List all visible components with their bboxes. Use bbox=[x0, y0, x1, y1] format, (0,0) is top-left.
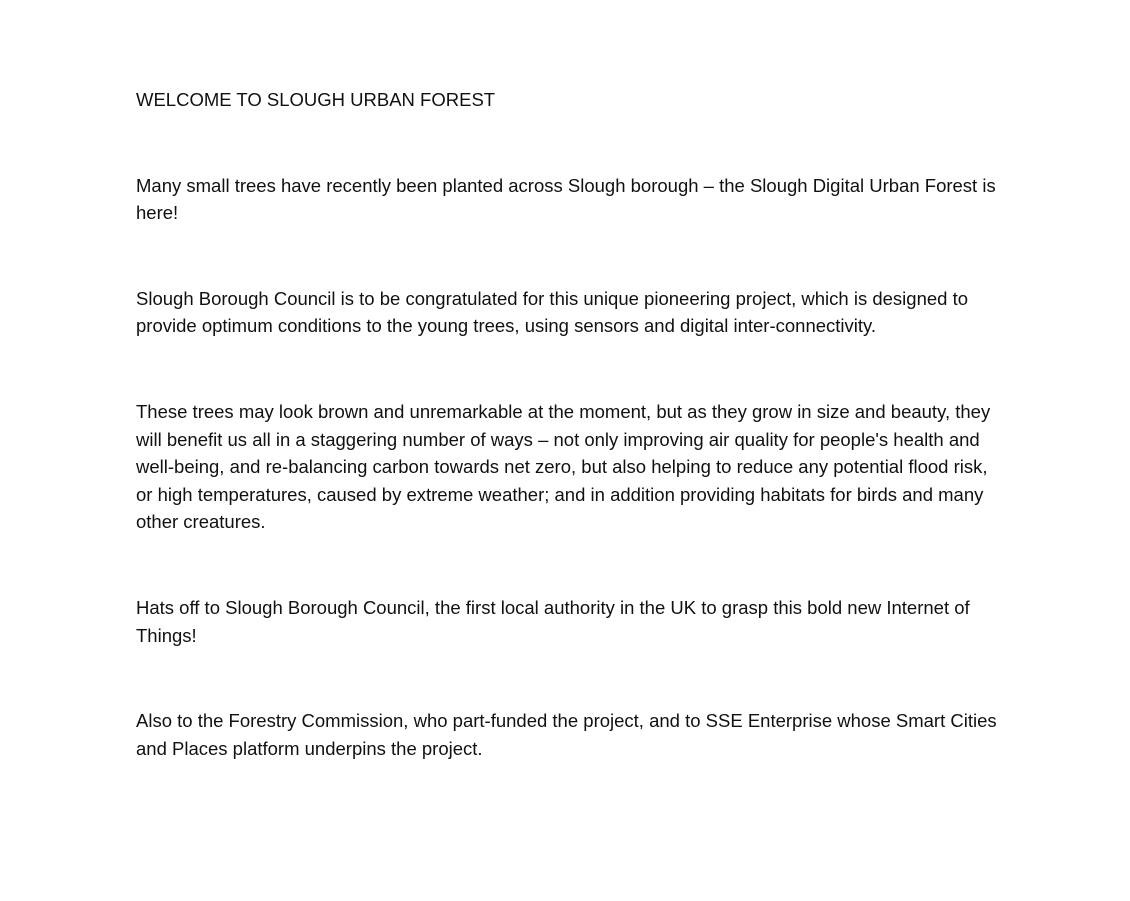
paragraph-intro: Many small trees have recently been planted across Slough borough – the Slough Digital Urban Forest is here! bbox=[136, 174, 996, 224]
document-title: WELCOME TO SLOUGH URBAN FOREST bbox=[136, 89, 496, 110]
paragraph-hats-off: Hats off to Slough Borough Council, the first local authority in the UK to grasp this bold new Internet of Things! bbox=[136, 596, 970, 646]
paragraph-benefits: These trees may look brown and unremarkable at the moment, but as they grow in size and beauty, they will benefit us all in a staggering number of ways – not only improving air quality for people's health and well-being, and re-balancing carbon towards net zero, but also helping to reduce any potential flood risk, or high temperatures, caused by extreme weather; and in addition providing habitats for birds and many other creatures. bbox=[136, 400, 991, 533]
document-page bbox=[136, 86, 1006, 820]
paragraph-acknowledgements: Also to the Forestry Commission, who part-funded the project, and to SSE Enterprise whose Smart Cities and Places platform underpins the project. bbox=[136, 710, 997, 759]
paragraph-congratulations: Slough Borough Council is to be congratulated for this unique pioneering project, which is designed to provide optimum conditions to the young trees, using sensors and digital inter-connectivity. bbox=[136, 287, 969, 337]
